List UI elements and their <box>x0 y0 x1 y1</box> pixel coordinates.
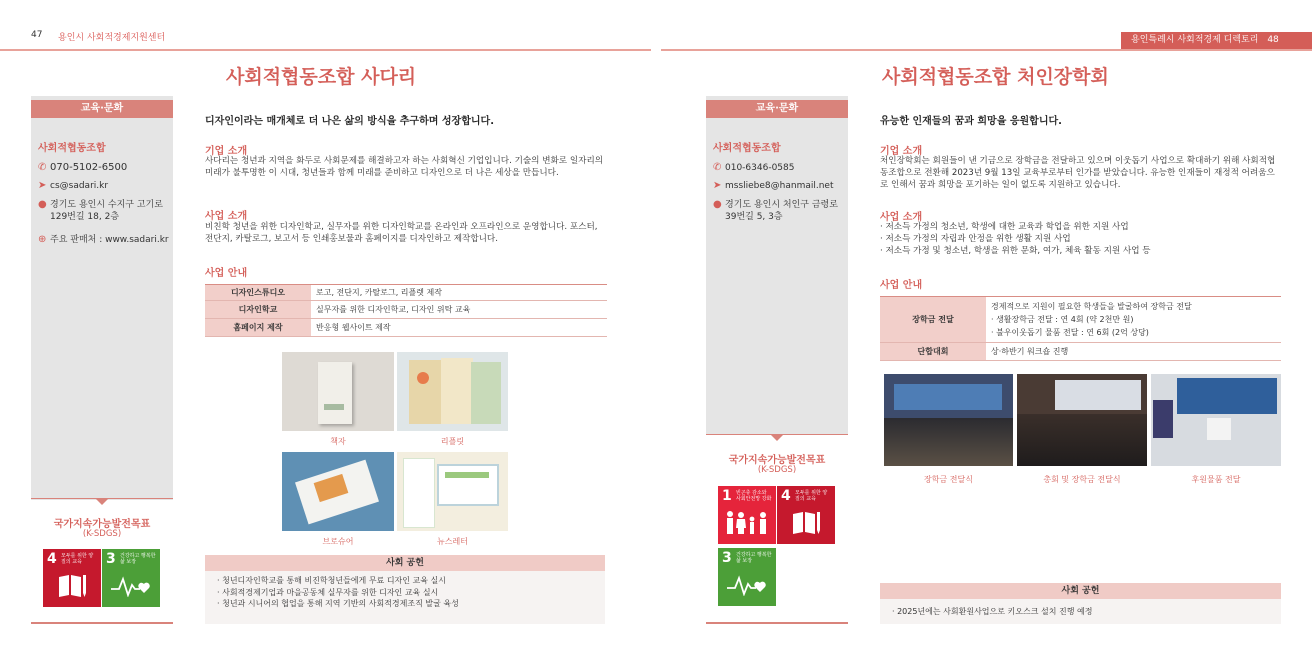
left-contrib-box <box>205 571 605 624</box>
right-page-header: 용인특례시 사회적경제 디렉토리 <box>1131 35 1259 45</box>
right-slogan: 유능한 인재들의 꿈과 희망을 응원합니다. <box>880 116 1062 127</box>
brochure-caption: 브로슈어 <box>322 537 354 546</box>
left-org-type: 사회적협동조합 <box>38 143 106 154</box>
table-key: 디자인스튜디오 <box>205 285 311 301</box>
table-row <box>205 301 607 319</box>
right-contrib-heading: 사회 공헌 <box>880 583 1281 599</box>
right-sdg-4 <box>777 486 835 544</box>
sdg-label: 모두를 위한 양질의 교육 <box>61 553 94 565</box>
list-item: · 청년디자인학교를 통해 비진학청년들에게 무료 디자인 교육 실시 <box>217 576 446 585</box>
heartbeat-icon <box>110 575 152 597</box>
right-company-text: 처인장학회는 회원들이 낸 기금으로 장학금을 전달하고 있으며 이웃돕기 사업으로 확대하기 위해 사회적협동조합으로 전환해 2023년 9월 13일 교육부로부터 인가를 받았습니다. 유능한 인재들이 재정적 어려움으로 인해서 꿈과 희망을 포기하는 일이 없도록 지원하고 있습니다. <box>880 156 1276 190</box>
table-row <box>205 285 607 301</box>
sdg-number: 3 <box>106 551 116 567</box>
location-pin-icon: ● <box>713 199 722 210</box>
right-phone: 010-6346-0585 <box>725 163 795 173</box>
left-sdgs-title: 국가지속가능발전목표 <box>53 519 151 530</box>
right-sdg-3 <box>718 548 776 606</box>
sdg-number: 4 <box>781 488 791 504</box>
sdg-number: 4 <box>47 551 57 567</box>
left-top-rule <box>0 49 651 51</box>
left-address-row <box>38 199 170 223</box>
sdg-label: 건강하고 행복한 삶 보장 <box>120 553 156 565</box>
right-phone-row <box>713 162 794 174</box>
heartbeat-icon <box>726 574 768 596</box>
right-guide-heading: 사업 안내 <box>880 280 923 291</box>
table-value: 로고, 전단지, 카탈로그, 리플렛 제작 <box>311 285 607 301</box>
left-guide-heading: 사업 안내 <box>205 268 248 279</box>
table-key: 장학금 전달 <box>880 297 986 343</box>
right-sdgs-title: 국가지속가능발전목표 <box>728 455 826 466</box>
table-row <box>880 343 1281 361</box>
left-shop: 주요 판매처 : www.sadari.kr <box>50 235 169 245</box>
table-value-line: · 불우이웃돕기 물품 전달 : 연 6회 (2억 상당) <box>991 328 1149 337</box>
left-sdg-3 <box>102 549 160 607</box>
general-meeting-photo <box>1017 374 1147 466</box>
right-company-heading: 기업 소개 <box>880 146 923 157</box>
table-key: 디자인학교 <box>205 301 311 319</box>
book-pencil-icon <box>57 573 87 599</box>
send-icon: ➤ <box>38 180 47 191</box>
leaflet-photo <box>397 352 508 431</box>
table-value: 상·하반기 워크숍 진행 <box>986 343 1281 361</box>
phone-icon: ✆ <box>713 162 722 173</box>
list-item: · 저소득 가정의 청소년, 학생에 대한 교육과 학업을 위한 지원 사업 <box>880 222 1129 232</box>
right-contrib-box <box>880 599 1281 624</box>
right-business-heading: 사업 소개 <box>880 212 923 223</box>
sdg-label: 모두를 위한 양질의 교육 <box>795 490 828 502</box>
table-value-line: 경제적으로 지원이 필요한 학생들을 발굴하여 장학금 전달 <box>991 302 1192 311</box>
right-business-list <box>880 221 1282 257</box>
scholarship-ceremony-photo <box>884 374 1013 466</box>
table-row <box>880 297 1281 343</box>
left-address: 경기도 용인시 수지구 고기로 129번길 18, 2층 <box>50 200 163 222</box>
left-sidebar-bottom-rule <box>31 622 173 624</box>
table-value: 실무자를 위한 디자인학교, 디자인 위탁 교육 <box>311 301 607 319</box>
table-key: 홈페이지 제작 <box>205 319 311 337</box>
left-company-text: 사다리는 청년과 지역을 화두로 사회문제를 해결하고자 하는 사회혁신 기업입니다. 기술의 변화로 일자리의 미래가 불투명한 이 시대, 청년들과 함께 미래를 준비하고 디자인으로 더 나은 세상을 만듭니다. <box>205 156 604 178</box>
sdg-number: 1 <box>722 488 732 504</box>
left-page-header: 용인시 사회적경제지원센터 <box>58 33 166 43</box>
left-page-title: 사회적협동조합 사다리 <box>226 66 417 88</box>
brochure-photo <box>282 452 394 531</box>
table-value <box>986 297 1281 343</box>
right-category-tab: 교육·문화 <box>706 100 848 118</box>
left-sidebar <box>31 96 173 500</box>
donation-photo <box>1151 374 1281 466</box>
left-phone: 070-5102-6500 <box>50 162 128 173</box>
right-org-type: 사회적협동조합 <box>713 143 781 154</box>
family-icon <box>724 510 770 536</box>
booklet-caption: 책자 <box>330 437 346 446</box>
right-sdg-1 <box>718 486 776 544</box>
list-item: · 사회적경제기업과 마을공동체 실무자를 위한 디자인 교육 실시 <box>217 587 439 597</box>
sdg-number: 3 <box>722 550 732 566</box>
left-page-number: 47 <box>31 30 43 40</box>
right-page-title: 사회적협동조합 처인장학회 <box>882 66 1109 88</box>
right-email-row <box>713 180 834 192</box>
table-value-line: · 생활장학금 전달 : 연 4회 (약 2천만 원) <box>991 315 1134 324</box>
list-item: · 저소득 가정 및 청소년, 학생을 위한 문화, 여가, 체육 활동 지원 사업 등 <box>880 246 1151 256</box>
right-address-row <box>713 199 845 223</box>
right-sdgs-arrow <box>770 434 784 441</box>
sdg-label: 건강하고 행복한 삶 보장 <box>736 552 772 564</box>
right-sdgs-sub: (K-SDGS) <box>757 465 797 475</box>
table-value: 반응형 웹사이트 제작 <box>311 319 607 337</box>
newsletter-photo <box>397 452 508 531</box>
list-item: · 저소득 가정의 자립과 안정을 위한 생활 지원 사업 <box>880 234 1071 244</box>
booklet-photo <box>282 352 394 431</box>
left-sdgs-sub: (K-SDGS) <box>82 529 122 539</box>
left-sdgs-arrow <box>95 498 109 505</box>
left-phone-row <box>38 162 127 174</box>
right-guide-table <box>880 296 1281 361</box>
leaflet-caption: 리플릿 <box>440 437 465 446</box>
scholarship-ceremony-caption: 장학금 전달식 <box>924 475 973 484</box>
left-sdg-4 <box>43 549 101 607</box>
book-pencil-icon <box>791 510 821 536</box>
left-business-text: 비친학 청년을 위한 디자인학교, 실무자를 위한 디자인학교를 온라인과 오프라인으로 운영합니다. 포스터, 전단지, 카탈로그, 보고서 등 인쇄홍보물과 홈페이지를 디자인하고 제작합니다. <box>205 222 598 244</box>
right-page-number: 48 <box>1267 35 1279 45</box>
globe-icon: ⊕ <box>38 234 47 245</box>
general-meeting-caption: 총회 및 장학금 전달식 <box>1043 475 1121 484</box>
list-item: · 청년과 시니어의 협업을 통해 지역 기반의 사회적경제조직 발굴 육성 <box>217 599 459 608</box>
sdg-label: 빈곤층 감소와 사회안전망 강화 <box>736 490 772 502</box>
left-guide-table <box>205 284 607 337</box>
right-email: mssliebe8@hanmail.net <box>725 181 834 191</box>
right-top-rule <box>661 49 1312 51</box>
left-category-tab: 교육·문화 <box>31 100 173 118</box>
list-item: · 2025년에는 사회환원사업으로 키오스크 설치 진행 예정 <box>892 607 1093 616</box>
left-contrib-heading: 사회 공헌 <box>205 555 605 571</box>
location-pin-icon: ● <box>38 199 47 210</box>
newsletter-caption: 뉴스레터 <box>437 537 468 546</box>
left-email: cs@sadari.kr <box>50 181 109 191</box>
send-icon: ➤ <box>713 180 722 191</box>
right-sidebar-bottom-rule <box>706 622 848 624</box>
left-company-heading: 기업 소개 <box>205 146 248 157</box>
left-email-row <box>38 180 108 192</box>
left-slogan: 디자인이라는 매개체로 더 나은 삶의 방식을 추구하며 성장합니다. <box>205 116 494 127</box>
phone-icon: ✆ <box>38 162 47 173</box>
right-page-header-tag <box>1121 32 1312 49</box>
left-shop-row <box>38 234 169 246</box>
table-key: 단합대회 <box>880 343 986 361</box>
right-address: 경기도 용인시 처인구 금령로 39번길 5, 3층 <box>725 200 838 222</box>
donation-caption: 후원물품 전달 <box>1191 475 1241 484</box>
left-business-heading: 사업 소개 <box>205 211 248 222</box>
table-row <box>205 319 607 337</box>
